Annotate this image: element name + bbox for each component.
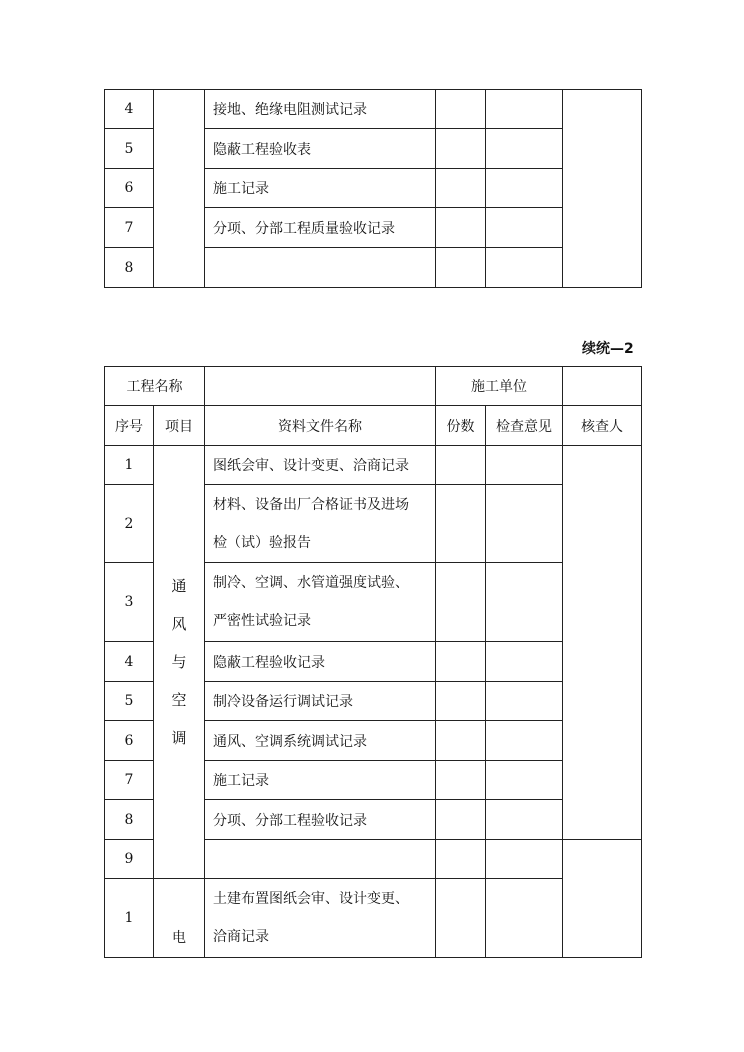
doc-name: 隐蔽工程验收记录 (205, 642, 436, 682)
copies-cell[interactable] (436, 485, 486, 563)
row-number: 3 (105, 563, 154, 642)
item-char: 与 (171, 653, 187, 671)
doc-name (205, 485, 436, 563)
checker-cell[interactable] (563, 446, 642, 840)
row-number: 8 (105, 248, 154, 288)
header-row-columns (105, 406, 642, 446)
copies-cell[interactable] (436, 446, 486, 485)
opinion-cell[interactable] (486, 761, 563, 800)
doc-name-line: 检（试）验报告 (213, 534, 311, 551)
table-top (104, 89, 642, 288)
opinion-cell[interactable] (486, 90, 563, 129)
checker-cell[interactable] (563, 840, 642, 958)
row-number: 6 (105, 169, 154, 208)
copies-cell[interactable] (436, 248, 486, 288)
opinion-cell[interactable] (486, 721, 563, 761)
doc-name (205, 879, 436, 958)
row-number: 4 (105, 90, 154, 129)
header-no: 序号 (105, 406, 154, 446)
doc-name (205, 248, 436, 288)
item-char: 通 (171, 577, 187, 595)
doc-name: 图纸会审、设计变更、洽商记录 (205, 446, 436, 485)
doc-name: 通风、空调系统调试记录 (205, 721, 436, 761)
row-number: 1 (105, 446, 154, 485)
opinion-cell[interactable] (486, 248, 563, 288)
item-group-hvac (154, 446, 205, 879)
row-number: 9 (105, 840, 154, 879)
contractor-field[interactable] (563, 367, 642, 406)
project-name-label: 工程名称 (105, 367, 205, 406)
opinion-cell[interactable] (486, 446, 563, 485)
opinion-cell[interactable] (486, 800, 563, 840)
copies-cell[interactable] (436, 682, 486, 721)
table-row (105, 446, 642, 485)
row-number: 5 (105, 682, 154, 721)
header-doc-name: 资料文件名称 (205, 406, 436, 446)
copies-cell[interactable] (436, 800, 486, 840)
header-row-project (105, 367, 642, 406)
opinion-cell[interactable] (486, 563, 563, 642)
doc-name (205, 840, 436, 879)
copies-cell[interactable] (436, 721, 486, 761)
continuation-label: 续统—2 (582, 341, 634, 357)
project-name-field[interactable] (205, 367, 436, 406)
row-number: 7 (105, 761, 154, 800)
header-opinion: 检查意见 (486, 406, 563, 446)
item-group-electrical (154, 879, 205, 958)
doc-name: 施工记录 (205, 761, 436, 800)
copies-cell[interactable] (436, 642, 486, 682)
doc-name: 接地、绝缘电阻测试记录 (205, 90, 436, 129)
doc-name (205, 563, 436, 642)
row-number: 2 (105, 485, 154, 563)
item-char: 电 (172, 930, 186, 946)
opinion-cell[interactable] (486, 840, 563, 879)
copies-cell[interactable] (436, 761, 486, 800)
opinion-cell[interactable] (486, 169, 563, 208)
contractor-label: 施工单位 (436, 367, 563, 406)
row-number: 6 (105, 721, 154, 761)
opinion-cell[interactable] (486, 485, 563, 563)
header-item: 项目 (154, 406, 205, 446)
item-cell (154, 90, 205, 288)
table-main (104, 366, 642, 958)
copies-cell[interactable] (436, 563, 486, 642)
item-char: 空 (171, 691, 187, 709)
copies-cell[interactable] (436, 129, 486, 169)
opinion-cell[interactable] (486, 879, 563, 958)
doc-name-line: 土建布置图纸会审、设计变更、 (213, 891, 409, 907)
copies-cell[interactable] (436, 840, 486, 879)
row-number: 7 (105, 208, 154, 248)
copies-cell[interactable] (436, 208, 486, 248)
header-checker: 核查人 (563, 406, 642, 446)
opinion-cell[interactable] (486, 682, 563, 721)
opinion-cell[interactable] (486, 642, 563, 682)
doc-name: 分项、分部工程验收记录 (205, 800, 436, 840)
item-char: 调 (171, 729, 187, 747)
row-number: 4 (105, 642, 154, 682)
doc-name-line: 严密性试验记录 (213, 613, 311, 629)
opinion-cell[interactable] (486, 208, 563, 248)
doc-name: 隐蔽工程验收表 (205, 129, 436, 169)
row-number: 8 (105, 800, 154, 840)
doc-name-line: 材料、设备出厂合格证书及进场 (213, 496, 409, 513)
row-number: 5 (105, 129, 154, 169)
table-row (105, 90, 642, 129)
copies-cell[interactable] (436, 169, 486, 208)
opinion-cell[interactable] (486, 129, 563, 169)
table-row (105, 879, 642, 958)
checker-cell[interactable] (563, 90, 642, 288)
doc-name: 制冷设备运行调试记录 (205, 682, 436, 721)
item-char: 风 (171, 615, 187, 633)
doc-name-line: 制冷、空调、水管道强度试验、 (213, 575, 409, 591)
doc-name: 施工记录 (205, 169, 436, 208)
header-copies: 份数 (436, 406, 486, 446)
doc-name: 分项、分部工程质量验收记录 (205, 208, 436, 248)
doc-name-line: 洽商记录 (213, 929, 269, 945)
copies-cell[interactable] (436, 90, 486, 129)
copies-cell[interactable] (436, 879, 486, 958)
row-number: 1 (105, 879, 154, 958)
